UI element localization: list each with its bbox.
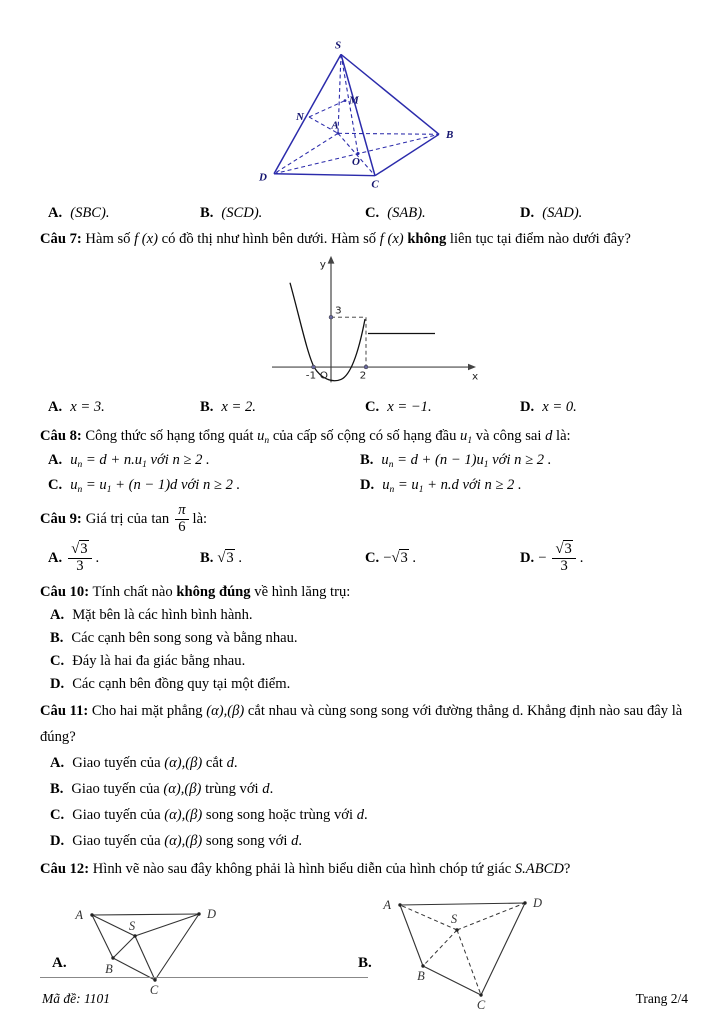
question-8-options-row-2 bbox=[0, 473, 724, 498]
pi-over-6: π 6 bbox=[175, 503, 188, 535]
label-a: A bbox=[331, 119, 339, 132]
curve-parabola bbox=[290, 283, 365, 381]
question-10-title: Câu 10: Tính chất nào không đúng về hình lăng trụ: bbox=[40, 584, 351, 600]
option-a: A. (SBC). bbox=[48, 205, 110, 221]
question-9-title: Câu 9: Giá trị của tan π 6 là: bbox=[40, 502, 208, 535]
sqrt3-over-3: √3 3 bbox=[68, 542, 91, 574]
label-d: D bbox=[207, 907, 217, 921]
option-b: B. Giao tuyến của (α),(β) trùng với d. bbox=[50, 781, 274, 797]
x-tick-2: 2 bbox=[359, 369, 367, 382]
label-a: A bbox=[383, 898, 391, 912]
label-b: B bbox=[105, 962, 113, 976]
option-b: B. Các cạnh bên song song và bằng nhau. bbox=[50, 630, 298, 646]
footer-page-number: Trang 2/4 bbox=[635, 991, 688, 1006]
label-d: D bbox=[533, 896, 543, 910]
sqrt3: √3 . bbox=[217, 550, 242, 566]
option-c: C. $u_n = u_1 + (n - 1)d$ với n ≥ 2 . bbox=[48, 477, 241, 495]
tan-function: tan bbox=[151, 511, 170, 527]
option-a: A. √3 3 . bbox=[48, 541, 100, 574]
option-c: C. (SAB). bbox=[365, 205, 426, 221]
figure-a-option-label: A. bbox=[52, 955, 67, 971]
figure-option-b bbox=[378, 883, 550, 1013]
question-11-options bbox=[0, 750, 724, 854]
figure-b-labels bbox=[382, 896, 542, 1012]
option-a: A. $u_n = d + n.u_1$ với n ≥ 2 . bbox=[48, 452, 210, 470]
u-sub-1: $u_1$ bbox=[460, 428, 473, 446]
label-c: C bbox=[371, 178, 379, 191]
footer-exam-code: Mã đề: 1101 bbox=[42, 991, 110, 1006]
question-12-title: Câu 12: Hình vẽ nào sau đây không phải là hình biểu diễn của hình chóp tứ giác S.ABCD? bbox=[40, 861, 571, 877]
option-d: D. Giao tuyến của (α),(β) song song với d. bbox=[50, 833, 303, 849]
label-c: C bbox=[149, 983, 159, 997]
option-d: D. − $\frac{√3}{3}$ . bbox=[520, 541, 584, 574]
dashed-guides bbox=[331, 317, 366, 367]
option-c: C. −√3 . bbox=[365, 547, 520, 569]
axis-arrows bbox=[328, 256, 476, 370]
question-6-options bbox=[0, 202, 724, 224]
label-d: D bbox=[259, 171, 267, 184]
option-b: B. $u_n = d + (n - 1)u_1$ với n ≥ 2 . bbox=[360, 452, 552, 470]
graph-labels bbox=[306, 259, 478, 383]
label-c: C bbox=[476, 998, 486, 1012]
x-tick-minus1: -1 bbox=[305, 369, 317, 382]
option-c: C. Đáy là hai đa giác bằng nhau. bbox=[50, 653, 246, 669]
label-s: S bbox=[128, 919, 136, 933]
question-11-title: Câu 11: Cho hai mặt phẳng (α),(β) cắt nhau và cùng song song với đường thẳng d. Khẳng định nào sau đây là đúng? bbox=[40, 703, 683, 745]
label-n: N bbox=[296, 111, 304, 123]
figure-b-option-label: B. bbox=[358, 955, 372, 971]
option-a: A. Giao tuyến của (α),(β) cắt d. bbox=[50, 755, 238, 771]
option-a: A. x = 3. bbox=[48, 399, 105, 415]
label-b: B bbox=[417, 969, 425, 983]
pyramid-figure bbox=[258, 38, 466, 194]
y-tick-3: 3 bbox=[335, 304, 342, 317]
u-sub-n: $u_n$ bbox=[257, 428, 270, 446]
figure-option-a bbox=[70, 893, 240, 998]
question-8-title: Câu 8: Công thức số hạng tổng quát $u_n$ của cấp số cộng có số hạng đầu $u_1$ và công sai d là: bbox=[40, 428, 571, 446]
footer-divider bbox=[40, 977, 368, 978]
option-d: D. $u_n = u_1 + n.d$ với n ≥ 2 . bbox=[360, 477, 522, 495]
x-axis-label: x bbox=[472, 370, 479, 383]
option-c: C. x = −1. bbox=[365, 399, 432, 415]
option-a: A. Mặt bên là các hình bình hành. bbox=[50, 607, 253, 623]
pyramid-vertex-labels bbox=[258, 40, 453, 190]
label-s: S bbox=[334, 39, 342, 52]
option-b: B. √3 . bbox=[200, 547, 365, 569]
function-graph bbox=[268, 254, 482, 390]
option-b: B. x = 2. bbox=[200, 399, 256, 415]
neg-sqrt3-over-3: $\frac{√3}{3}$ bbox=[552, 542, 575, 574]
option-d: D. x = 0. bbox=[520, 399, 577, 415]
neg-sqrt3: −√3 . bbox=[383, 550, 417, 566]
option-d: D. Các cạnh bên đồng quy tại một điểm. bbox=[50, 676, 291, 692]
label-b: B bbox=[446, 129, 454, 142]
option-d: D. (SAD). bbox=[520, 205, 583, 221]
label-a: A bbox=[75, 908, 83, 922]
label-m: M bbox=[349, 94, 359, 107]
question-8-options-row-1 bbox=[0, 448, 724, 473]
label-o: O bbox=[352, 156, 360, 169]
origin-label: O bbox=[319, 369, 328, 382]
option-b: B. (SCD). bbox=[200, 205, 263, 221]
label-s: S bbox=[450, 912, 458, 926]
axes bbox=[272, 262, 469, 383]
question-7-options bbox=[0, 396, 724, 418]
question-9-options bbox=[0, 538, 724, 578]
y-axis-label: y bbox=[319, 258, 326, 271]
question-10-options bbox=[0, 604, 724, 696]
question-7-title: Câu 7: Hàm số f (x) có đồ thị như hình bên dưới. Hàm số f (x) không liên tục tại điểm nào dưới đây? bbox=[40, 231, 631, 247]
option-c: C. Giao tuyến của (α),(β) song song hoặc trùng với d. bbox=[50, 807, 368, 823]
